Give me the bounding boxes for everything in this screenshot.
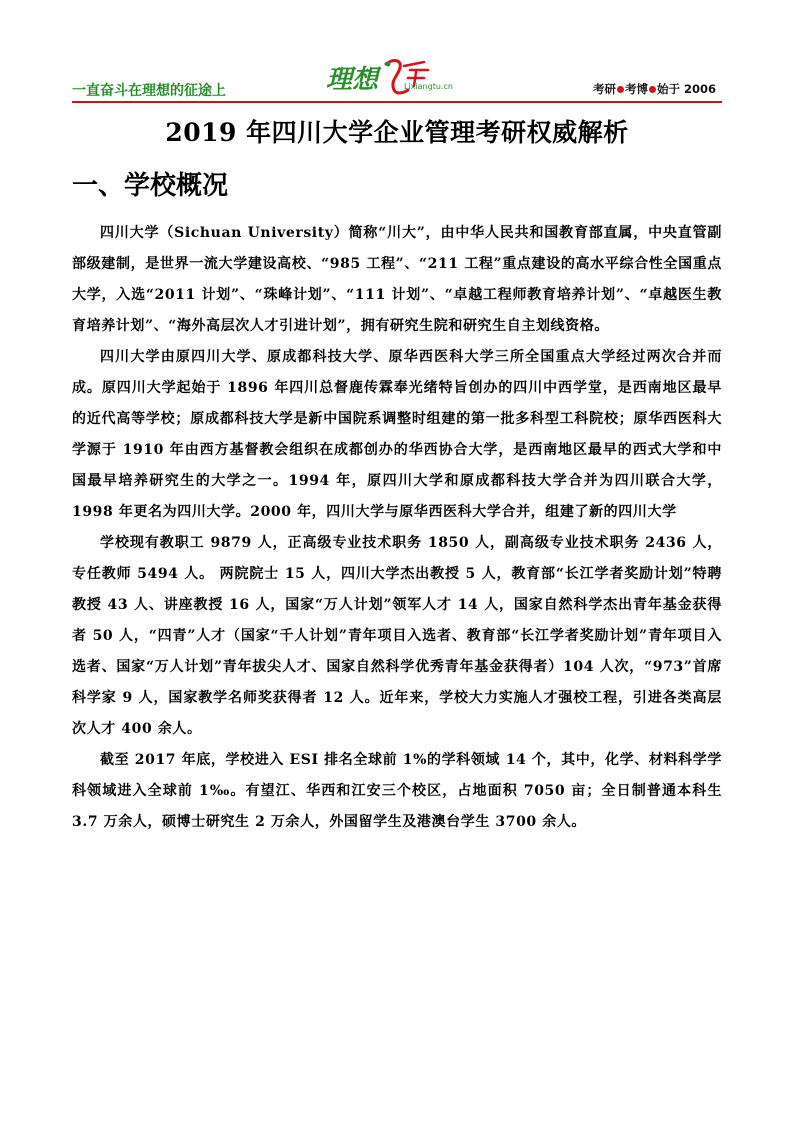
page-header bbox=[72, 56, 722, 102]
header-tagline bbox=[593, 81, 716, 97]
paragraph: 四川大学由原四川大学、原成都科技大学、原华西医科大学三所全国重点大学经过两次合并而成。原四川大学起始于 1896 年四川总督鹿传霖奉光绪特旨创办的四川中西学堂，是西南地区最早的近代高等学校；原成都科技大学是新中国院系调整时组建的第一批多科型工科院校；原华西医科大学源于 1910 年由西方基督教会组织在成都创办的华西协合大学，是西南地区最早的西式大学和中国最早培养研究生的大学之一。1994 年，原四川大学和原成都科技大学合并为四川联合大学，1998 年更名为四川大学。2000 年，四川大学与原华西医科大学合并，组建了新的四川大学 bbox=[72, 349, 722, 520]
header-motto: 一直奋斗在理想的征途上 bbox=[72, 83, 226, 99]
paragraph: 学校现有教职工 9879 人，正高级专业技术职务 1850 人，副高级专业技术职务 2436 人，专任教师 5494 人。 两院院士 15 人，四川大学杰出教授 5 人，教育部“长江学者奖励计划”特聘教授 43 人、讲座教授 16 人，国家“万人计划”领军人才 14 人，国家自然科学杰出青年基金获得者 50 人，“四青”人才（国家“千人计划”青年项目入选者、教育部“长江学者奖励计划”青年项目入选者、国家“万人计划”青年拔尖人才、国家自然科学优秀青年基金获得者）104 人次，“973”首席科学家 9 人，国家教学名师奖获得者 12 人。近年来，学校大力实施人才强校工程，引进各类高层次人才 400 余人。 bbox=[72, 535, 722, 737]
lixiangtu-logo bbox=[324, 56, 464, 100]
logo-text-main: 理想 bbox=[326, 65, 379, 95]
red-dot-icon bbox=[617, 86, 624, 93]
document-body bbox=[72, 110, 722, 838]
header-divider bbox=[72, 101, 722, 103]
paragraph: 四川大学（Sichuan University）简称“川大”，由中华人民共和国教育部直属，中央直管副部级建制，是世界一流大学建设高校、“985 工程”、“211 工程”重点建设的高水平综合性全国重点大学，入选“2011 计划”、“珠峰计划”、“111 计划”、“卓越工程师教育培养计划”、“卓越医生教育培养计划”、“海外高层次人才引进计划”，拥有研究生院和研究生自主划线资格。 bbox=[72, 225, 722, 334]
tagline-part-2: 考博 bbox=[624, 82, 648, 96]
tagline-part-3: 始于 2006 bbox=[656, 82, 716, 96]
paragraph: 截至 2017 年底，学校进入 ESI 排名全球前 1%的学科领域 14 个，其中，化学、材料科学学科领域进入全球前 1‰。有望江、华西和江安三个校区，占地面积 7050 亩；全日制普通本科生 3.7 万余人，硕博士研究生 2 万余人，外国留学生及港澳台学生 3700 余人。 bbox=[72, 752, 722, 830]
document-title: 2019 年四川大学企业管理考研权威解析 bbox=[165, 118, 629, 147]
logo-url: Lixiangtu.cn bbox=[404, 82, 453, 91]
section-heading: 一、学校概况 bbox=[72, 171, 229, 201]
red-dot-icon bbox=[649, 86, 656, 93]
tagline-part-1: 考研 bbox=[592, 82, 616, 96]
